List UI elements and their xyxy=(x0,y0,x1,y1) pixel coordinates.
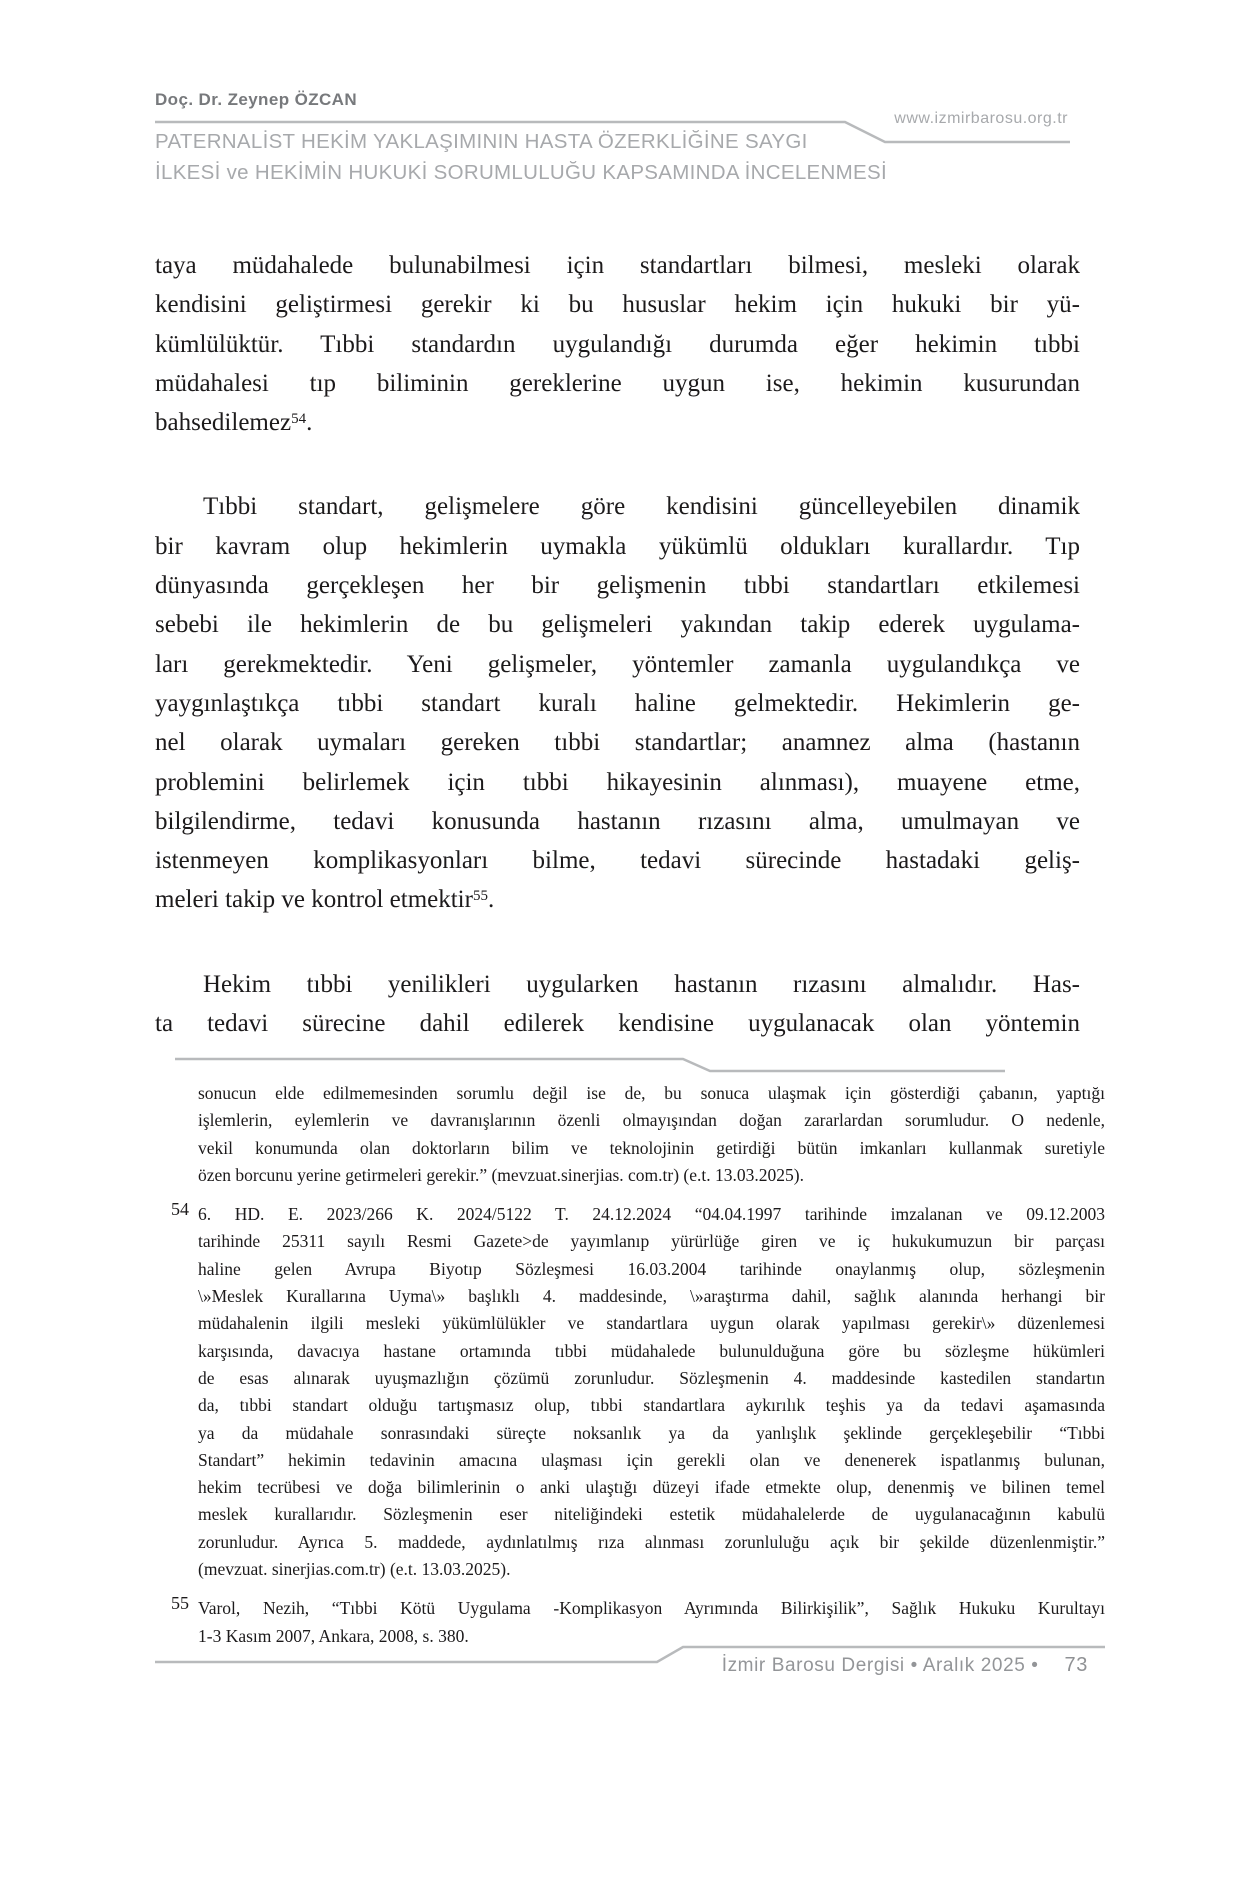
text-line: hekim tecrübesi ve doğa bilimlerinin o anki ulaştığı düzeyi ifade etmekte olup, denenmiş ve bilinen temel xyxy=(198,1477,1105,1498)
text-line: meleri takip ve kontrol etmektir$^{55}$. xyxy=(155,886,495,914)
text-line: özen borcunu yerine getirmeleri gerekir.” (mevzuat.sinerjias. com.tr) (e.t. 13.03.2025). xyxy=(198,1164,804,1185)
text-line: bir kavram olup hekimlerin uymakla yükümlü oldukları kurallardır. Tıp xyxy=(155,532,1080,560)
text-line: Varol, Nezih, “Tıbbi Kötü Uygulama -Komplikasyon Ayrımında Bilirkişilik”, Sağlık Hukuku Kurultayı xyxy=(198,1598,1105,1619)
text-line: sonucun elde edilmemesinden sorumlu değil ise de, bu sonuca ulaşmak için gösterdiği çabanın, yaptığı xyxy=(198,1083,1105,1103)
text-line: 1-3 Kasım 2007, Ankara, 2008, s. 380. xyxy=(198,1625,469,1646)
text-line: sebebi ile hekimlerin de bu gelişmeleri yakından takip ederek uygulama- xyxy=(155,611,1080,639)
text-line: vekil konumunda olan doktorların bilim ve teknolojinin getirdiği bütün imkanları kullanmak suretiyle xyxy=(198,1137,1105,1158)
text-line: kümlülüktür. Tıbbi standardın uygulandığı durumda eğer hekimin tıbbi xyxy=(155,330,1080,358)
article-body xyxy=(155,246,1080,1043)
text-line: Tıbbi standart, gelişmelere göre kendisini güncelleyebilen dinamik xyxy=(203,493,1080,521)
text-line: problemini belirlemek için tıbbi hikayesinin alınması), muayene etme, xyxy=(155,768,1080,796)
text-line: (mevzuat. sinerjias.com.tr) (e.t. 13.03.2025). xyxy=(198,1559,511,1580)
text-line: zorunludur. Ayrıca 5. maddede, aydınlatılmış rıza alınması zorunluluğu açık bir şekilde düzenlenmiştir.” xyxy=(198,1531,1105,1552)
body-paragraph xyxy=(155,246,1080,446)
text-line: ları gerekmektedir. Yeni gelişmeler, yöntemler zamanla uygulandıkça ve xyxy=(155,650,1080,678)
journal-name: İzmir Barosu Dergisi • Aralık 2025 • xyxy=(721,1655,1039,1676)
text-line: yaygınlaştıkça tıbbi standart kuralı haline gelmektedir. Hekimlerin ge- xyxy=(155,689,1080,717)
text-line: müdahalesi tıp biliminin gereklerine uygun ise, hekimin kusurundan xyxy=(155,369,1080,397)
text-line: ya da müdahale sonrasındaki süreçte noksanlık ya da yanlışlık şeklinde gerçekleşebilir “Tıbbi xyxy=(198,1422,1105,1443)
footnote-number: 54 xyxy=(171,1199,189,1220)
text-line: haline gelen Avrupa Biyotıp Sözleşmesi 16.03.2004 tarihinde onaylanmış olup, sözleşmenin xyxy=(198,1258,1105,1279)
footnote xyxy=(155,1080,1105,1189)
article-title-line1: PATERNALİST HEKİM YAKLAŞIMININ HASTA ÖZERKLİĞİNE SAYGI xyxy=(155,130,808,153)
text-line: nel olarak uymaları gereken tıbbi standartlar; anamnez alma (hastanın xyxy=(155,729,1080,757)
footnote-reference: 54 xyxy=(291,410,307,427)
text-line: dünyasında gerçekleşen her bir gelişmenin tıbbi standartları etkilemesi xyxy=(155,572,1080,600)
footnote-number: 55 xyxy=(171,1593,189,1614)
text-line: tarihinde 25311 sayılı Resmi Gazete>de yayımlanıp yürürlüğe giren ve iç hukukumuzun bir parçası xyxy=(198,1231,1105,1252)
footnote-reference: 55 xyxy=(472,887,488,904)
page-footer xyxy=(722,1654,1088,1677)
footnote xyxy=(155,1201,1105,1583)
text-line: ta tedavi sürecine dahil edilerek kendisine uygulanacak olan yöntemin xyxy=(155,1010,1080,1038)
text-line: kendisini geliştirmesi gerekir ki bu hususlar hekim için hukuki bir yü- xyxy=(155,291,1080,319)
author-name: Doç. Dr. Zeynep ÖZCAN xyxy=(155,90,358,109)
text-line: işlemlerin, eylemlerin ve davranışlarının özenli olmayışından doğan zararlardan sorumludur. O nedenle, xyxy=(198,1110,1105,1131)
body-paragraph xyxy=(155,965,1080,1044)
text-line: bahsedilemez$^{54}$. xyxy=(155,409,313,437)
footnote xyxy=(155,1595,1105,1650)
text-line: karşısında, davacıya hastane ortamında tıbbi müdahalede bulunulduğuna göre bu sözleşme hükümleri xyxy=(198,1340,1105,1361)
text-line: meslek kurallarıdır. Sözleşmenin eser niteliğindeki estetik müdahalelerde de uygulanacağının kabulü xyxy=(198,1504,1105,1525)
text-line: taya müdahalede bulunabilmesi için standartları bilmesi, mesleki olarak xyxy=(155,252,1080,279)
text-line: müdahalenin ilgili mesleki yükümlülükler ve standartlara uygun olarak yapılması gerekir\» düzenlemesi xyxy=(198,1313,1105,1334)
text-line: da, tıbbi standart olduğu tartışmasız olup, tıbbi standartlara aykırılık teşhis ya da tedavi aşamasında xyxy=(198,1395,1105,1416)
website-url: www.izmirbarosu.org.tr xyxy=(894,110,1068,127)
text-line: istenmeyen komplikasyonları bilme, tedavi sürecinde hastadaki geliş- xyxy=(155,847,1080,875)
page-number: 73 xyxy=(1064,1654,1088,1676)
article-title xyxy=(155,127,887,188)
footnote-separator-rule xyxy=(175,1059,1005,1071)
text-line: Standart” hekimin tedavinin amacına ulaşması için gerekli olan ve denenerek ispatlanmış bulunan, xyxy=(198,1449,1105,1470)
article-title-line2: İLKESİ ve HEKİMİN HUKUKİ SORUMLULUĞU KAPSAMINDA İNCELENMESİ xyxy=(155,160,887,184)
text-line: \»Meslek Kurallarına Uyma\» başlıklı 4. maddesinde, \»araştırma dahil, sağlık alanında herhangi bir xyxy=(198,1286,1105,1307)
text-line: de esas alınarak uyuşmazlığın çözümü zorunludur. Sözleşmenin 4. maddesinde kastedilen standartın xyxy=(198,1367,1105,1388)
body-paragraph xyxy=(155,487,1080,923)
text-line: bilgilendirme, tedavi konusunda hastanın rızasını alma, umulmayan ve xyxy=(155,807,1080,835)
footnotes-section xyxy=(155,1080,1105,1650)
text-line: Hekim tıbbi yenilikleri uygularken hastanın rızasını almalıdır. Has- xyxy=(203,970,1080,998)
text-line: 6. HD. E. 2023/266 K. 2024/5122 T. 24.12.2024 “04.04.1997 tarihinde imzalanan ve 09.12.2003 xyxy=(198,1204,1105,1225)
